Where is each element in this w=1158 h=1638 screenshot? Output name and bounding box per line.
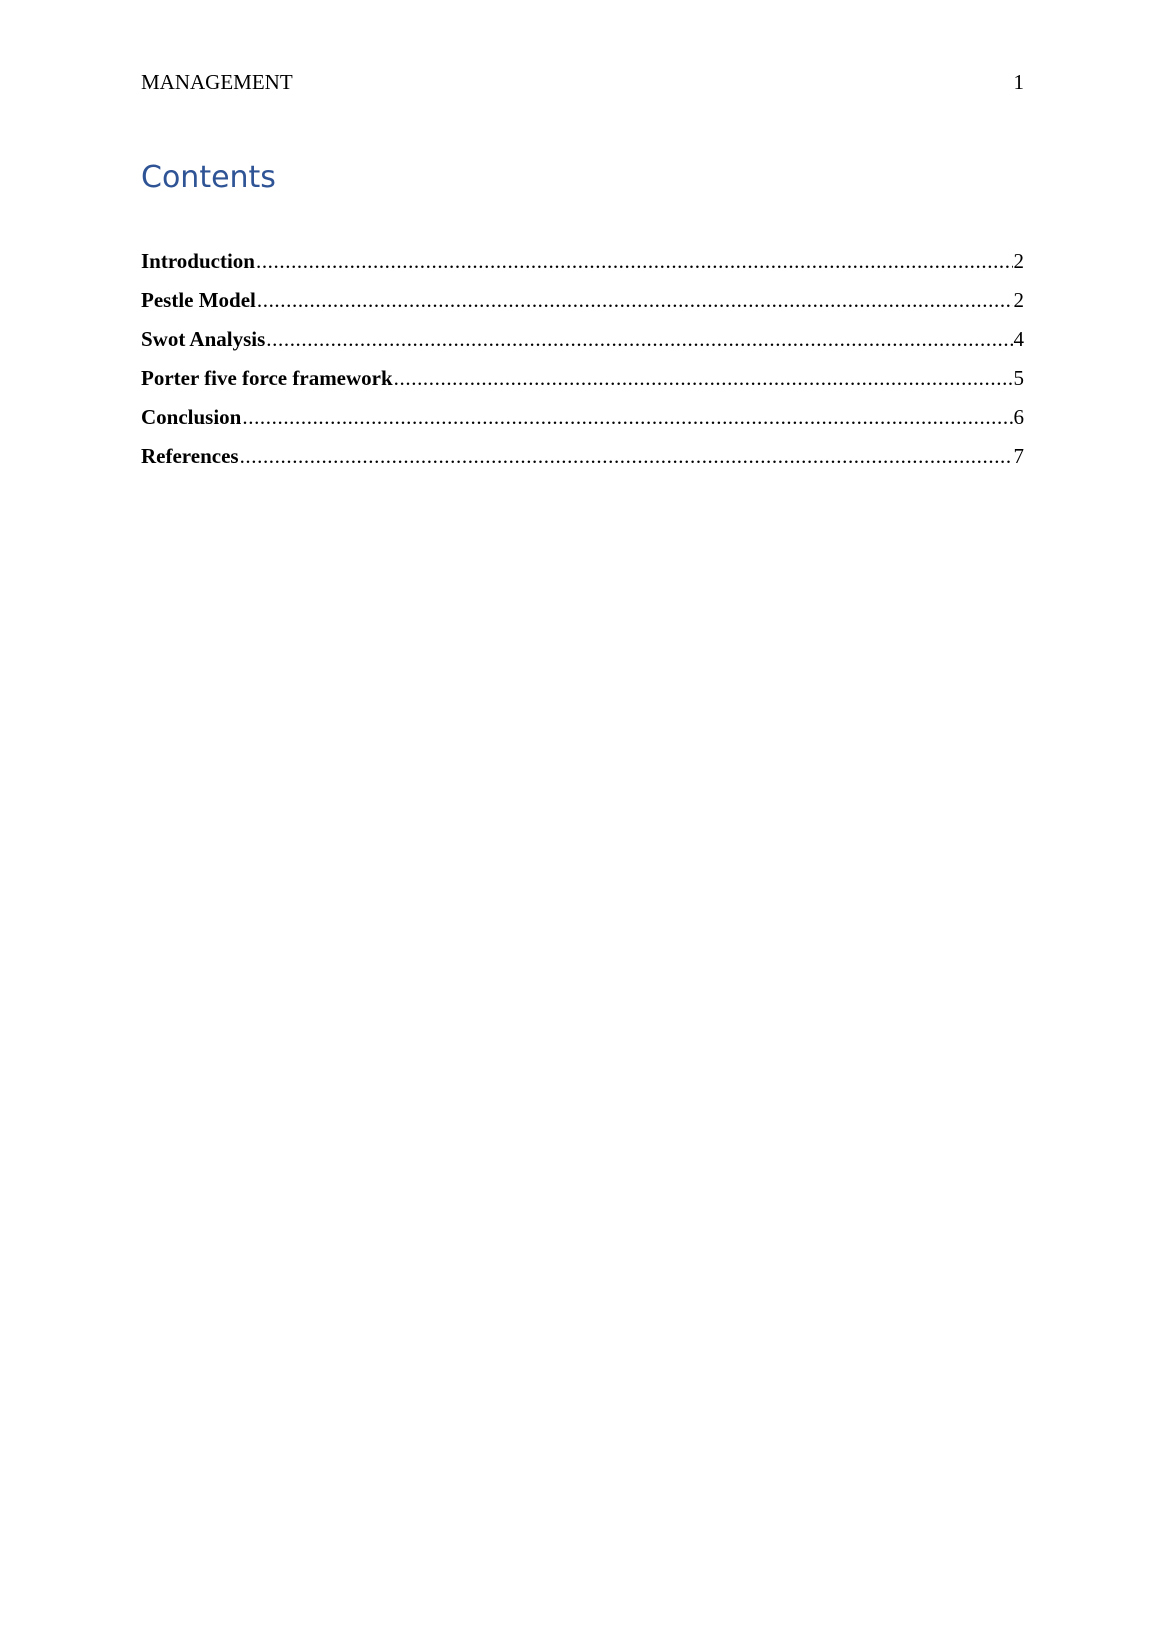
table-of-contents [141,246,1024,480]
toc-entry-porter-five-force[interactable] [141,363,1024,402]
page-number: 1 [1013,70,1024,94]
dot-leader [394,363,1013,393]
toc-entry-label: Pestle Model [141,288,256,312]
toc-entry-references[interactable] [141,441,1024,480]
toc-entry-conclusion[interactable] [141,402,1024,441]
toc-heading: Contents [141,160,276,195]
toc-entry-page: 2 [1013,288,1024,312]
toc-entry-page: 5 [1013,366,1024,390]
dot-leader [266,324,1012,354]
toc-entry-page: 2 [1013,249,1024,273]
toc-entry-swot-analysis[interactable] [141,324,1024,363]
running-head: MANAGEMENT [141,70,293,94]
toc-entry-label: References [141,444,239,468]
toc-entry-introduction[interactable] [141,246,1024,285]
dot-leader [257,285,1013,315]
page-header [141,68,1024,96]
dot-leader [240,441,1013,471]
toc-entry-pestle-model[interactable] [141,285,1024,324]
toc-entry-label: Swot Analysis [141,327,266,351]
toc-entry-page: 6 [1013,405,1024,429]
toc-entry-label: Introduction [141,249,255,273]
toc-entry-page: 4 [1013,327,1024,351]
dot-leader [242,402,1012,432]
dot-leader [256,246,1013,276]
toc-entry-label: Porter five force framework [141,366,393,390]
toc-entry-label: Conclusion [141,405,242,429]
toc-entry-page: 7 [1013,444,1024,468]
